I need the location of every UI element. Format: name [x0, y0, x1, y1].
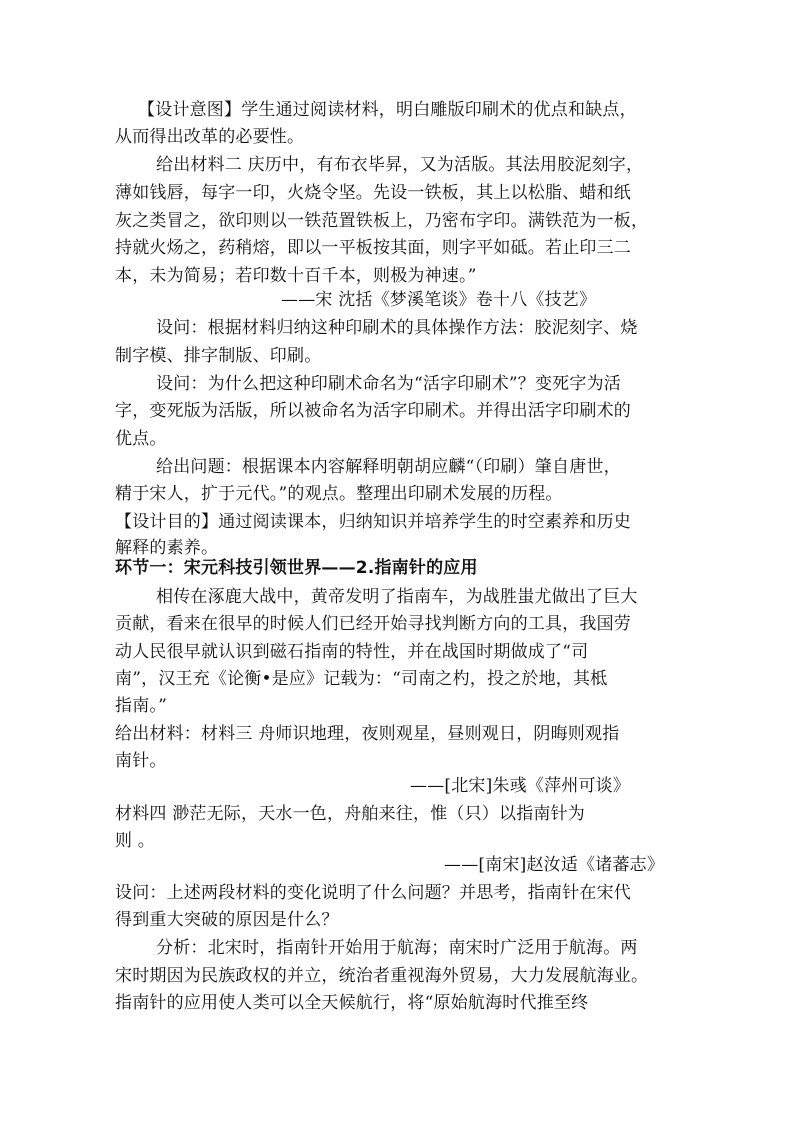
text-line: 贡献，看来在很早的时候人们已经开始寻找判断方向的工具，我国劳	[115, 614, 631, 634]
source-citation: ——宋 沈括《梦溪笔谈》卷十八《技艺》	[281, 290, 597, 310]
text-line: 材料四 渺茫无际，天水一色，舟舶来往，惟（只）以指南针为	[115, 804, 586, 824]
text-line: 给出材料二 庆历中，有布衣毕昇，又为活版。其法用胶泥刻字，	[156, 155, 644, 175]
text-line: 南针。	[115, 751, 167, 771]
text-line: 制字模、排字制版、印刷。	[115, 346, 322, 366]
text-line: 设问：根据材料归纳这种印刷术的具体操作方法：胶泥刻字、烧	[156, 318, 638, 338]
text-line: 本，未为简易；若印数十百千本，则极为神速。”	[115, 266, 477, 286]
text-line: 南”，汉王充《论衡•是应》记载为：“司南之杓，投之於地，其柢	[115, 669, 608, 689]
text-line: 灰之类冒之，欲印则以一铁范置铁板上，乃密布字印。满铁范为一板，	[115, 211, 649, 231]
text-line: 【设计目的】通过阅读课本，归纳知识并培养学生的时空素养和历史	[115, 512, 631, 532]
text-line: 设问：为什么把这种印刷术命名为“活字印刷术”？变死字为活	[156, 374, 621, 394]
section-heading: 环节一：宋元科技引领世界——2.指南针的应用	[115, 558, 478, 578]
text-line: 给出材料：材料三 舟师识地理，夜则观星，昼则观日，阴晦则观指	[115, 724, 620, 744]
text-line: 从而得出改革的必要性。	[115, 127, 305, 147]
text-line: 给出问题：根据课本内容解释明朝胡应麟“（印刷）肇自唐世，	[156, 457, 621, 477]
text-line: 解释的素养。	[115, 538, 219, 558]
text-line: 相传在涿鹿大战中，黄帝发明了指南车，为战胜蚩尤做出了巨大	[156, 587, 638, 607]
source-citation: ——[北宋]朱彧《萍州可谈》	[410, 776, 631, 796]
text-line: 得到重大突破的原因是什么？	[115, 910, 339, 930]
source-citation: ——[南宋]赵汝适《诸蕃志》	[444, 855, 665, 875]
text-line: 则 。	[115, 831, 156, 851]
text-line: 持就火炀之，药稍熔，即以一平板按其面，则字平如砥。若止印三二	[115, 238, 631, 258]
text-line: 优点。	[115, 429, 167, 449]
text-line: 精于宋人，扩于元代。”的观点。整理出印刷术发展的历程。	[115, 484, 563, 504]
text-line: 宋时期因为民族政权的并立，统治者重视海外贸易，大力发展航海业。	[115, 966, 649, 986]
text-line: 指南针的应用使人类可以全天候航行，将“原始航海时代推至终	[115, 993, 589, 1013]
text-line: 字，变死版为活版，所以被命名为活字印刷术。并得出活字印刷术的	[115, 401, 631, 421]
text-line: 【设计意图】学生通过阅读材料，明白雕版印刷术的优点和缺点，	[138, 100, 637, 120]
text-line: 薄如钱唇，每字一印，火烧令坚。先设一铁板，其上以松脂、蜡和纸	[115, 183, 631, 203]
text-line: 动人民很早就认识到磁石指南的特性，并在战国时期做成了“司	[115, 642, 589, 662]
text-line: 分析：北宋时，指南针开始用于航海；南宋时广泛用于航海。两	[156, 938, 638, 958]
text-line: 指南。”	[115, 696, 167, 716]
text-line: 设问：上述两段材料的变化说明了什么问题？并思考，指南针在宋代	[115, 883, 631, 903]
